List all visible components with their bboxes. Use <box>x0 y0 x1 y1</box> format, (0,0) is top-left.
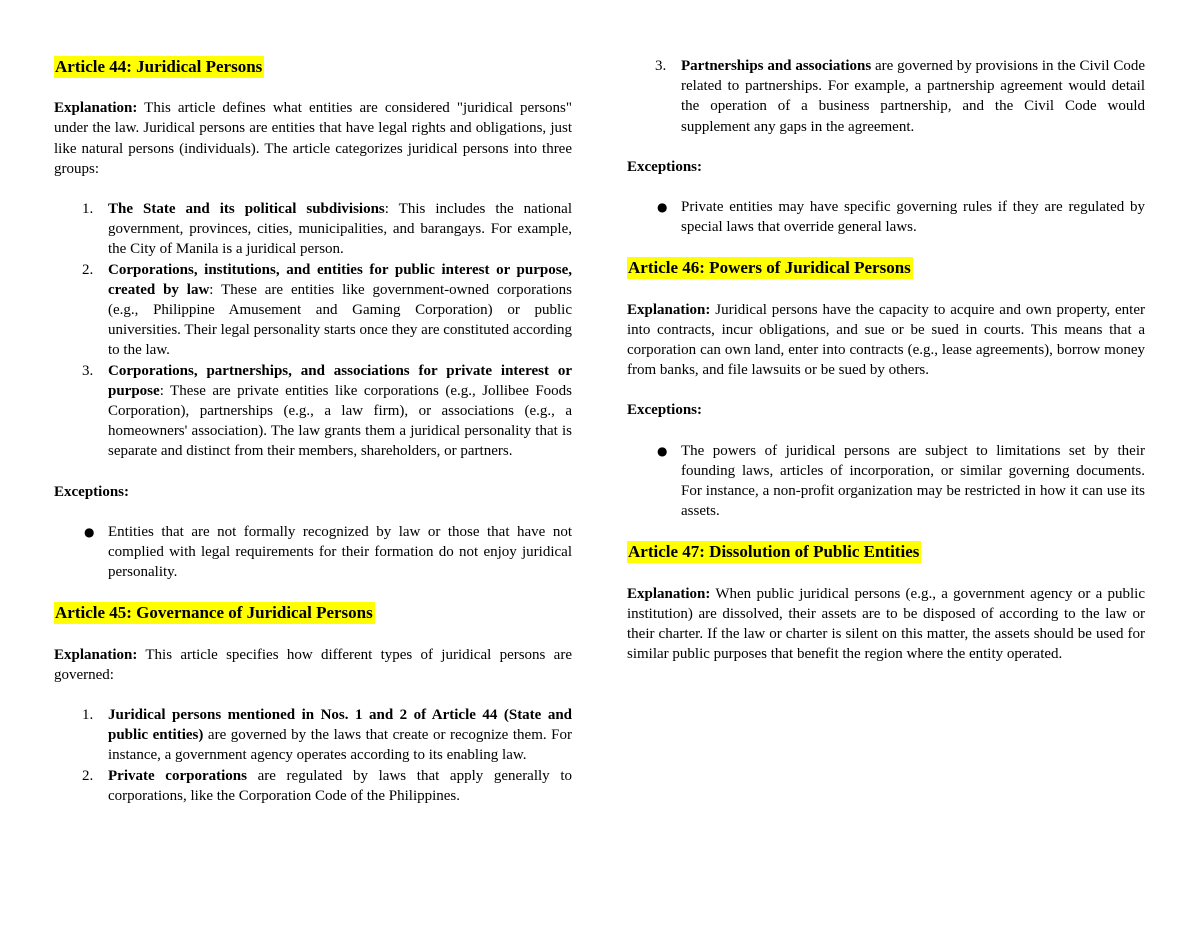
bullet-icon: ● <box>84 524 95 539</box>
explanation-text: When public juridical persons (e.g., a government agency or a public institution) are dissolved, their assets are to be disposed of according to the law or their charter. If the law or charter is silent on this matter, the assets should be used for similar public purposes that benefit the region where the entity operated. <box>627 585 1145 663</box>
explanation-text: This article defines what entities are considered "juridical persons" under the law. Juridical persons are entities that have legal rights and obligations, just like natural persons (individuals). The article categorizes juridical persons into three groups: <box>54 100 572 177</box>
list-number: 1. <box>82 201 94 218</box>
list-item <box>627 197 1145 237</box>
article-46-explanation <box>627 300 1145 381</box>
exceptions-list <box>627 197 1145 237</box>
article-45 <box>54 602 572 806</box>
article-44-list <box>54 199 572 462</box>
article-46-title: Article 46: Powers of Juridical Persons <box>628 258 911 278</box>
explanation-label: Explanation: <box>627 301 711 318</box>
article-45-explanation <box>54 645 572 685</box>
exceptions-heading: Exceptions: <box>54 483 129 500</box>
list-number: 3. <box>655 58 667 74</box>
list-item-text: are governed by the laws that create or recognize them. For instance, a government agency operates according to its enabling law. <box>108 727 572 764</box>
list-item-text: : These are private entities like corporations (e.g., Jollibee Foods Corporation), partnerships (e.g., a law firm), or associations (e.g., a homeowners' association). The law grants them a juridical personality that is separate and distinct from their members, shareholders, or partners. <box>108 382 572 460</box>
list-item-text: are regulated by laws that apply generally to corporations, like the Corporation Code of the Philippines. <box>108 767 572 804</box>
list-number: 1. <box>82 707 94 724</box>
article-45-title: Article 45: Governance of Juridical Persons <box>55 603 373 623</box>
list-item-bold: The State and its political subdivisions <box>108 201 385 218</box>
article-45-continued <box>627 56 1145 237</box>
list-item-text: Private entities may have specific governing rules if they are regulated by special laws that override general laws. <box>681 199 1145 236</box>
list-item <box>627 441 1145 522</box>
explanation-label: Explanation: <box>54 646 138 663</box>
list-item <box>54 260 572 361</box>
exceptions-heading: Exceptions: <box>627 158 702 175</box>
article-44-title: Article 44: Juridical Persons <box>55 57 263 76</box>
article-45-list-continued <box>627 56 1145 137</box>
list-item-text: Entities that are not formally recognized by law or those that have not complied with legal requirements for their formation do not enjoy juridical personality. <box>108 523 572 581</box>
explanation-text: Juridical persons have the capacity to acquire and own property, enter into contracts, incur obligations, and sue or be sued in courts. This means that a corporation can own land, enter into contracts (e.g., lease agreements), borrow money from banks, and file lawsuits or be sued by others. <box>627 301 1145 379</box>
article-47-title: Article 47: Dissolution of Public Entities <box>628 542 920 562</box>
list-item <box>54 705 572 766</box>
exceptions-heading: Exceptions: <box>627 402 702 419</box>
list-item <box>54 522 572 583</box>
exceptions-list <box>627 441 1145 522</box>
article-46 <box>627 257 1145 521</box>
list-item-bold: Corporations, partnerships, and associations for private interest or purpose <box>108 362 572 399</box>
left-column <box>54 56 572 806</box>
bullet-icon: ● <box>657 443 668 458</box>
list-number: 3. <box>82 362 94 379</box>
explanation-label: Explanation: <box>54 100 138 117</box>
list-item <box>54 766 572 806</box>
list-item-bold: Private corporations <box>108 767 247 784</box>
list-item <box>54 361 572 462</box>
list-item <box>54 199 572 260</box>
article-47-explanation <box>627 584 1145 665</box>
list-item-bold: Corporations, institutions, and entities for public interest or purpose, created by law <box>108 261 572 298</box>
list-item-text: The powers of juridical persons are subject to limitations set by their founding laws, articles of incorporation, or similar governing documents. For instance, a non-profit organization may be restricted in how it can use its assets. <box>681 442 1145 520</box>
list-item <box>627 56 1145 137</box>
article-47 <box>627 541 1145 664</box>
explanation-text: This article specifies how different types of juridical persons are governed: <box>54 646 572 683</box>
article-44-explanation <box>54 98 572 179</box>
list-number: 2. <box>82 767 94 784</box>
list-item-bold: Partnerships and associations <box>681 58 872 74</box>
list-item-text: are governed by provisions in the Civil Code related to partnerships. For example, a partnership agreement would detail the operation of a business partnership, and the Civil Code would supplement any gaps in the agreement. <box>681 58 1145 135</box>
exceptions-list <box>54 522 572 583</box>
explanation-label: Explanation: <box>627 585 711 602</box>
list-number: 2. <box>82 261 94 278</box>
list-item-text: : These are entities like government-owned corporations (e.g., Philippine Amusement and Gaming Corporation) or public universities. Their legal personality starts once they are constituted according to the law. <box>108 281 572 359</box>
bullet-icon: ● <box>657 200 668 215</box>
list-item-text: : This includes the national government, provinces, cities, municipalities, and barangays. For example, the City of Manila is a juridical person. <box>108 201 572 258</box>
article-45-list <box>54 705 572 806</box>
article-44 <box>54 56 572 582</box>
list-item-bold: Juridical persons mentioned in Nos. 1 and 2 of Article 44 (State and public entities) <box>108 707 572 744</box>
right-column <box>627 56 1145 664</box>
